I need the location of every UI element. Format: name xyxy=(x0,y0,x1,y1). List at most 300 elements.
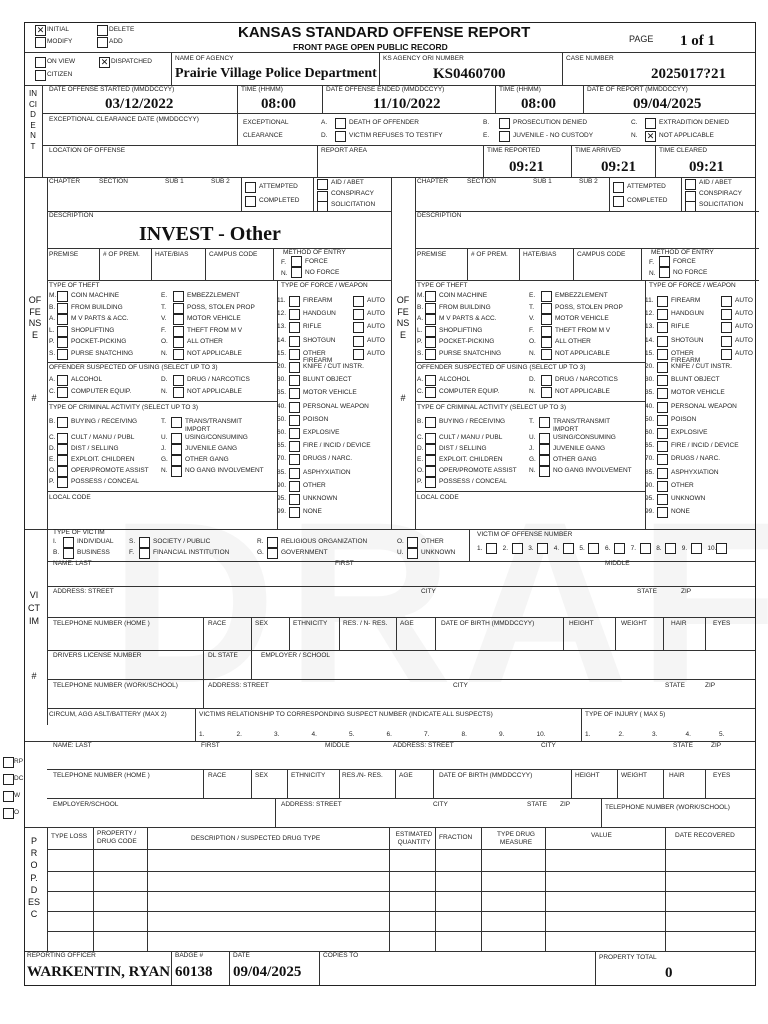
weapon-checkbox-b-12[interactable] xyxy=(657,454,668,465)
victim-offense-num-checkbox-0[interactable] xyxy=(486,543,497,554)
crim2-key-b-1: U. xyxy=(529,434,536,441)
theft2-key-a-0: E. xyxy=(161,292,168,299)
alcohol-key-b: A. xyxy=(417,376,424,383)
date-started-label: DATE OFFENSE STARTED (MMDDCCYY) xyxy=(49,86,175,93)
injury-num-4: 5. xyxy=(719,731,725,738)
computer-key-b: C. xyxy=(417,388,424,395)
victim-eyes-label: EYES xyxy=(713,620,731,627)
offense-description-value: INVEST - Other xyxy=(139,223,281,245)
weapon-key-b-2: 13. xyxy=(645,323,655,331)
theft-checkbox-b-2[interactable] xyxy=(425,314,436,325)
weapon-checkbox-a-9[interactable] xyxy=(289,415,300,426)
completed-label-b: COMPLETED xyxy=(627,197,668,204)
attempted-checkbox-b[interactable] xyxy=(613,182,624,193)
theft2-key-b-1: T. xyxy=(529,303,535,311)
chapter-label-b: CHAPTER xyxy=(417,178,449,185)
date-ended-value: 11/10/2022 xyxy=(373,96,441,112)
force-checkbox-a[interactable] xyxy=(291,256,302,267)
victim-offense-num-checkbox-3[interactable] xyxy=(563,543,574,554)
theft2-checkbox-a-4[interactable] xyxy=(173,337,184,348)
premise-label-b: PREMISE xyxy=(417,251,447,258)
dispatched-label: DISPATCHED xyxy=(111,58,152,65)
aid-abet-checkbox-b[interactable] xyxy=(685,179,696,190)
theft2-checkbox-a-1[interactable] xyxy=(173,303,184,314)
victim-offense-num-checkbox-5[interactable] xyxy=(614,543,625,554)
party-zip-label: ZIP xyxy=(711,742,722,749)
victim-zip-label: ZIP xyxy=(681,588,692,595)
agency-value: Prairie Village Police Department xyxy=(175,66,377,81)
party-phone-home-label: TELEPHONE NUMBER (HOME ) xyxy=(53,772,150,779)
weapon-checkbox-a-1[interactable] xyxy=(289,309,300,320)
theft-checkbox-a-3[interactable] xyxy=(57,326,68,337)
time-reported-value: 09:21 xyxy=(509,159,544,175)
weapon-checkbox-a-12[interactable] xyxy=(289,454,300,465)
report-title: KANSAS STANDARD OFFENSE REPORT xyxy=(238,24,531,41)
victim-middle-label: MIDDLE xyxy=(605,560,630,567)
not-app-checkbox-b[interactable] xyxy=(541,387,552,398)
victim-type-checkbox-4[interactable] xyxy=(267,537,278,548)
weapon-auto-checkbox-b-4[interactable] xyxy=(721,349,732,360)
weapon-key-a-3: 14. xyxy=(277,336,287,344)
dc-checkbox[interactable] xyxy=(3,774,14,785)
victim-phone-work-label: TELEPHONE NUMBER (WORK/SCHOOL) xyxy=(53,682,178,689)
weapon-checkbox-b-13[interactable] xyxy=(657,468,668,479)
victim-offense-num-checkbox-6[interactable] xyxy=(640,543,651,554)
weapon-key-a-7: 35. xyxy=(277,389,287,397)
weapon-key-b-13: 85. xyxy=(645,468,655,476)
weapon-auto-checkbox-b-2[interactable] xyxy=(721,322,732,333)
weapon-checkbox-a-7[interactable] xyxy=(289,388,300,399)
weapon-checkbox-b-5[interactable] xyxy=(657,362,668,373)
party-ethnicity-label: ETHNICITY xyxy=(291,772,326,779)
theft2-checkbox-b-2[interactable] xyxy=(541,314,552,325)
initial-checkbox[interactable] xyxy=(35,25,46,36)
victim-address-label: ADDRESS: STREET xyxy=(53,588,114,595)
alcohol-key-a: A. xyxy=(49,376,56,383)
weapon-auto-label-a-1: AUTO xyxy=(367,310,385,318)
theft-checkbox-b-1[interactable] xyxy=(425,303,436,314)
victim-offense-num-checkbox-7[interactable] xyxy=(665,543,676,554)
weapon-key-b-9: 50. xyxy=(645,415,655,423)
exc-c-checkbox[interactable] xyxy=(645,118,656,129)
weapon-key-b-6: 30. xyxy=(645,376,655,384)
victim-type-checkbox-2[interactable] xyxy=(139,537,150,548)
theft2-key-a-3: F. xyxy=(161,326,167,334)
attempted-checkbox-a[interactable] xyxy=(245,182,256,193)
modify-checkbox[interactable] xyxy=(35,37,46,48)
premise-label-a: PREMISE xyxy=(49,251,79,258)
weapon-checkbox-b-15[interactable] xyxy=(657,494,668,505)
victim-type-checkbox-6[interactable] xyxy=(407,537,418,548)
crim2-label-a-2: JUVENILE GANG xyxy=(185,445,238,452)
location-label: LOCATION OF OFFENSE xyxy=(49,147,126,154)
theft2-key-b-4: O. xyxy=(529,338,536,345)
weapon-checkbox-a-5[interactable] xyxy=(289,362,300,373)
campus-code-label-a: CAMPUS CODE xyxy=(209,251,258,258)
theft2-checkbox-b-5[interactable] xyxy=(541,349,552,360)
suspected-label-a: OFFENDER SUSPECTED OF USING (SELECT UP TO 3) xyxy=(49,364,218,371)
theft2-label-a-1: POSS, STOLEN PROP xyxy=(187,303,255,311)
weapon-checkbox-b-10[interactable] xyxy=(657,428,668,439)
weapon-key-a-13: 85. xyxy=(277,468,287,476)
theft-checkbox-b-3[interactable] xyxy=(425,326,436,337)
weapon-auto-checkbox-a-0[interactable] xyxy=(353,296,364,307)
theft-label-b-2: M V PARTS & ACC. xyxy=(439,315,497,322)
crim-checkbox-a-0[interactable] xyxy=(57,417,68,428)
victim-dl-state-label: DL STATE xyxy=(208,652,238,659)
completed-checkbox-a[interactable] xyxy=(245,196,256,207)
victim-type-label-3: FINANCIAL INSTITUTION xyxy=(153,549,230,556)
victim-type-key-3: F. xyxy=(129,549,135,556)
victim-phone-home-label: TELEPHONE NUMBER (HOME ) xyxy=(53,620,150,627)
crim-checkbox-b-4[interactable] xyxy=(425,466,436,477)
theft-key-a-4: P. xyxy=(49,338,55,345)
weapon-checkbox-a-14[interactable] xyxy=(289,481,300,492)
victim-city2-label: CITY xyxy=(453,682,468,689)
theft2-checkbox-b-1[interactable] xyxy=(541,303,552,314)
weapon-checkbox-b-0[interactable] xyxy=(657,296,668,307)
weapon-checkbox-a-15[interactable] xyxy=(289,494,300,505)
crim-label-a-4: OPER/PROMOTE ASSIST xyxy=(71,467,149,474)
victim-type-checkbox-1[interactable] xyxy=(63,548,74,559)
injury-num-2: 3. xyxy=(652,731,658,738)
dispatched-checkbox[interactable] xyxy=(99,57,110,68)
prop-est-qty-label: ESTIMATED QUANTITY xyxy=(395,831,433,846)
crim2-key-a-1: U. xyxy=(161,434,168,441)
force-checkbox-b[interactable] xyxy=(659,256,670,267)
time-started-value: 08:00 xyxy=(261,96,296,112)
no-force-checkbox-b[interactable] xyxy=(659,267,670,278)
date-report-label: DATE OF REPORT (MMDDCCYY) xyxy=(587,86,688,93)
weapon-label-b-4: OTHER FIREARM xyxy=(671,349,701,364)
crim2-checkbox-a-2[interactable] xyxy=(171,444,182,455)
weapon-label-a-12: DRUGS / NARC. xyxy=(303,455,353,463)
delete-checkbox[interactable] xyxy=(97,25,108,36)
crim-key-a-3: E. xyxy=(49,456,56,463)
theft2-key-b-0: E. xyxy=(529,292,536,299)
weapon-checkbox-a-10[interactable] xyxy=(289,428,300,439)
crim2-checkbox-a-1[interactable] xyxy=(171,433,182,444)
crim2-key-b-0: T. xyxy=(529,418,535,425)
crim-checkbox-a-1[interactable] xyxy=(57,433,68,444)
victim-offense-num-checkbox-8[interactable] xyxy=(691,543,702,554)
conspiracy-label-b: CONSPIRACY xyxy=(699,190,742,197)
victim-type-checkbox-3[interactable] xyxy=(139,548,150,559)
crim2-checkbox-b-2[interactable] xyxy=(539,444,550,455)
theft-checkbox-b-5[interactable] xyxy=(425,349,436,360)
crim-checkbox-a-2[interactable] xyxy=(57,444,68,455)
exc-clearance-date-label: EXCEPTIONAL CLEARANCE DATE (MMDDCCYY) xyxy=(49,116,199,123)
victim-type-checkbox-7[interactable] xyxy=(407,548,418,559)
weapon-checkbox-a-4[interactable] xyxy=(289,349,300,360)
theft2-key-b-5: N. xyxy=(529,349,536,357)
crim2-checkbox-a-0[interactable] xyxy=(171,417,182,428)
crim2-checkbox-b-4[interactable] xyxy=(539,466,550,477)
property-side-label: PROP. DESC xyxy=(28,836,41,920)
victim-race-label: RACE xyxy=(208,620,227,627)
add-checkbox[interactable] xyxy=(97,37,108,48)
victim-type-key-5: G. xyxy=(257,549,264,556)
completed-label-a: COMPLETED xyxy=(259,197,300,204)
victim-type-checkbox-5[interactable] xyxy=(267,548,278,559)
weapon-key-b-11: 65. xyxy=(645,442,655,450)
sub2-label-b: SUB 2 xyxy=(579,178,598,185)
victim-offense-num-label-3: 4. xyxy=(553,545,560,552)
crim-label-b-5: POSSESS / CONCEAL xyxy=(439,478,507,485)
weapon-key-a-0: 11. xyxy=(277,297,286,304)
weapon-key-b-3: 14. xyxy=(645,336,655,344)
theft2-checkbox-a-5[interactable] xyxy=(173,349,184,360)
exc-e-checkbox[interactable] xyxy=(499,131,510,142)
exc-n-key: N. xyxy=(631,132,638,139)
victim-offense-num-label-2: 3. xyxy=(528,545,534,552)
solicitation-label-a: SOLICITATION xyxy=(331,201,376,208)
theft-key-b-4: P. xyxy=(417,338,423,345)
injury-num-0: 1. xyxy=(585,731,591,738)
crim-checkbox-a-5[interactable] xyxy=(57,477,68,488)
crim2-checkbox-a-3[interactable] xyxy=(171,455,182,466)
theft2-key-a-5: N. xyxy=(161,349,168,357)
weapon-label-a-6: BLUNT OBJECT xyxy=(303,376,352,384)
crim-key-b-5: P. xyxy=(417,478,423,485)
crim-key-b-4: O. xyxy=(417,467,424,474)
weapon-auto-checkbox-a-1[interactable] xyxy=(353,309,364,320)
theft-checkbox-b-0[interactable] xyxy=(425,291,436,302)
force-weapon-label-a: TYPE OF FORCE / WEAPON xyxy=(281,282,368,289)
case-value: 2025017?21 xyxy=(651,66,726,82)
theft2-checkbox-a-3[interactable] xyxy=(173,326,184,337)
victim-side-label: VICTIM xyxy=(28,590,40,626)
on-view-checkbox[interactable] xyxy=(35,57,46,68)
victim-offense-num-checkbox-9[interactable] xyxy=(716,543,727,554)
crim-checkbox-b-2[interactable] xyxy=(425,444,436,455)
weapon-auto-label-a-0: AUTO xyxy=(367,297,385,304)
crim-checkbox-a-3[interactable] xyxy=(57,455,68,466)
weapon-checkbox-b-8[interactable] xyxy=(657,402,668,413)
drugs-checkbox-b[interactable] xyxy=(541,375,552,386)
weapon-label-b-6: BLUNT OBJECT xyxy=(671,376,720,384)
crim2-checkbox-b-0[interactable] xyxy=(539,417,550,428)
computer-checkbox-b[interactable] xyxy=(425,387,436,398)
weapon-checkbox-a-13[interactable] xyxy=(289,468,300,479)
crim-key-b-3: E. xyxy=(417,456,424,463)
weapon-key-a-16: 99. xyxy=(277,508,287,516)
weapon-checkbox-b-4[interactable] xyxy=(657,349,668,360)
no-force-label-a: NO FORCE xyxy=(305,269,340,276)
weapon-auto-label-a-4: AUTO xyxy=(367,349,385,357)
weapon-key-b-1: 12. xyxy=(645,310,655,318)
weapon-label-b-11: FIRE / INCID / DEVICE xyxy=(671,442,739,450)
weapon-checkbox-a-0[interactable] xyxy=(289,296,300,307)
weapon-label-a-11: FIRE / INCID / DEVICE xyxy=(303,442,371,450)
property-total-value: 0 xyxy=(665,965,673,981)
weapon-checkbox-b-3[interactable] xyxy=(657,336,668,347)
theft-checkbox-b-4[interactable] xyxy=(425,337,436,348)
not-app-label-b: NOT APPLICABLE xyxy=(555,388,610,395)
crim-label-b-4: OPER/PROMOTE ASSIST xyxy=(439,467,517,474)
exc-b-checkbox[interactable] xyxy=(499,118,510,129)
report-area-label: REPORT AREA xyxy=(321,147,367,154)
page-value: 1 of 1 xyxy=(680,33,715,49)
injury-num-1: 2. xyxy=(618,731,624,738)
alcohol-checkbox-a[interactable] xyxy=(57,375,68,386)
weapon-checkbox-a-11[interactable] xyxy=(289,441,300,452)
theft2-label-a-0: EMBEZZLEMENT xyxy=(187,292,240,299)
alcohol-label-b: ALCOHOL xyxy=(439,376,471,383)
drugs-checkbox-a[interactable] xyxy=(173,375,184,386)
theft2-checkbox-a-0[interactable] xyxy=(173,291,184,302)
exc-c-label: EXTRADITION DENIED xyxy=(659,119,730,126)
hate-bias-label-a: HATE/BIAS xyxy=(155,251,189,258)
completed-checkbox-b[interactable] xyxy=(613,196,624,207)
crim-checkbox-b-5[interactable] xyxy=(425,477,436,488)
victim-type-checkbox-0[interactable] xyxy=(63,537,74,548)
no-force-label-b: NO FORCE xyxy=(673,269,708,276)
weapon-checkbox-a-6[interactable] xyxy=(289,375,300,386)
sub2-label-a: SUB 2 xyxy=(211,178,230,185)
badge-value: 60138 xyxy=(175,964,213,980)
rp-checkbox[interactable] xyxy=(3,757,14,768)
victim-offense-num-checkbox-2[interactable] xyxy=(537,543,548,554)
crim-checkbox-b-0[interactable] xyxy=(425,417,436,428)
crim-checkbox-a-4[interactable] xyxy=(57,466,68,477)
add-label: ADD xyxy=(109,38,123,45)
prop-drug-code-label: PROPERTY / DRUG CODE xyxy=(97,830,137,845)
weapon-checkbox-b-16[interactable] xyxy=(657,507,668,518)
weapon-key-a-9: 50. xyxy=(277,415,287,423)
weapon-checkbox-b-7[interactable] xyxy=(657,388,668,399)
computer-checkbox-a[interactable] xyxy=(57,387,68,398)
weapon-auto-checkbox-a-2[interactable] xyxy=(353,322,364,333)
modify-label: MODIFY xyxy=(47,38,73,45)
weapon-checkbox-a-8[interactable] xyxy=(289,402,300,413)
crim-key-a-0: B. xyxy=(49,418,56,425)
weapon-checkbox-b-9[interactable] xyxy=(657,415,668,426)
weapon-checkbox-b-1[interactable] xyxy=(657,309,668,320)
theft2-checkbox-b-3[interactable] xyxy=(541,326,552,337)
dc-label: DC xyxy=(14,775,24,782)
exc-d-checkbox[interactable] xyxy=(335,131,346,142)
theft2-label-a-3: THEFT FROM M V xyxy=(187,326,243,334)
theft-checkbox-a-4[interactable] xyxy=(57,337,68,348)
party-state-label: STATE xyxy=(673,742,693,749)
crim-checkbox-b-3[interactable] xyxy=(425,455,436,466)
no-force-checkbox-a[interactable] xyxy=(291,267,302,278)
victim-offense-num-checkbox-1[interactable] xyxy=(512,543,523,554)
theft-checkbox-a-2[interactable] xyxy=(57,314,68,325)
exc-a-label: DEATH OF OFFENDER xyxy=(349,119,419,126)
weapon-label-a-4: OTHER FIREARM xyxy=(303,349,333,364)
chapter-label-a: CHAPTER xyxy=(49,178,81,185)
time-started-label: TIME (HHMM) xyxy=(241,86,283,93)
alcohol-checkbox-b[interactable] xyxy=(425,375,436,386)
weapon-auto-checkbox-a-4[interactable] xyxy=(353,349,364,360)
time-cleared-value: 09:21 xyxy=(689,159,724,175)
theft2-key-b-3: F. xyxy=(529,326,535,334)
prop-drug-measure-label: TYPE DRUG MEASURE xyxy=(497,831,535,846)
weapon-checkbox-b-2[interactable] xyxy=(657,322,668,333)
victim-hair-label: HAIR xyxy=(671,620,687,627)
theft-key-a-5: S. xyxy=(49,349,56,357)
crim2-key-a-2: J. xyxy=(161,445,167,452)
drugs-key-b: D. xyxy=(529,376,536,383)
relationship-num-2: 3. xyxy=(274,731,280,738)
weapon-auto-checkbox-a-3[interactable] xyxy=(353,336,364,347)
drugs-label-a: DRUG / NARCOTICS xyxy=(187,376,250,383)
victim-offense-num-checkbox-4[interactable] xyxy=(588,543,599,554)
weapon-auto-checkbox-b-0[interactable] xyxy=(721,296,732,307)
citizen-checkbox[interactable] xyxy=(35,70,46,81)
crim2-label-a-0: TRANS/TRANSMIT IMPORT xyxy=(185,418,242,433)
agency-label: NAME OF AGENCY xyxy=(175,55,234,62)
weapon-checkbox-b-14[interactable] xyxy=(657,481,668,492)
weapon-label-b-12: DRUGS / NARC. xyxy=(671,455,721,463)
weapon-auto-checkbox-b-1[interactable] xyxy=(721,309,732,320)
exc-a-checkbox[interactable] xyxy=(335,118,346,129)
prop-value-label: VALUE xyxy=(591,832,612,839)
weapon-label-b-7: MOTOR VEHICLE xyxy=(671,389,725,397)
weapon-checkbox-a-3[interactable] xyxy=(289,336,300,347)
theft-label-a-0: COIN MACHINE xyxy=(71,292,120,299)
theft2-checkbox-b-0[interactable] xyxy=(541,291,552,302)
method-entry-label-b: METHOD OF ENTRY xyxy=(651,249,714,256)
theft-checkbox-a-0[interactable] xyxy=(57,291,68,302)
victim-type-label-5: GOVERNMENT xyxy=(281,549,328,556)
no-force-key-a: N. xyxy=(281,270,288,277)
weapon-key-a-10: 60. xyxy=(277,429,287,436)
weapon-auto-label-b-1: AUTO xyxy=(735,310,753,318)
party-race-label: RACE xyxy=(208,772,227,779)
campus-code-label-b: CAMPUS CODE xyxy=(577,251,626,258)
crim2-checkbox-a-4[interactable] xyxy=(171,466,182,477)
crim2-checkbox-b-3[interactable] xyxy=(539,455,550,466)
weapon-key-b-7: 35. xyxy=(645,389,655,397)
weapon-label-a-15: UNKNOWN xyxy=(303,495,338,502)
theft-checkbox-a-1[interactable] xyxy=(57,303,68,314)
party-hair-label: HAIR xyxy=(669,772,685,779)
weapon-checkbox-a-16[interactable] xyxy=(289,507,300,518)
weapon-key-b-5: 20. xyxy=(645,363,655,370)
theft-checkbox-a-5[interactable] xyxy=(57,349,68,360)
weapon-checkbox-b-6[interactable] xyxy=(657,375,668,386)
not-app-label-a: NOT APPLICABLE xyxy=(187,388,242,395)
theft2-checkbox-b-4[interactable] xyxy=(541,337,552,348)
crim-checkbox-b-1[interactable] xyxy=(425,433,436,444)
victim-offense-num-label-7: 8. xyxy=(656,545,662,552)
prop-type-loss-label: TYPE LOSS xyxy=(51,833,88,840)
theft2-checkbox-a-2[interactable] xyxy=(173,314,184,325)
w-checkbox[interactable] xyxy=(3,791,14,802)
theft-label-b-4: POCKET-PICKING xyxy=(439,338,495,345)
crim2-checkbox-b-1[interactable] xyxy=(539,433,550,444)
theft2-label-b-5: NOT APPLICABLE xyxy=(555,349,610,357)
exc-n-checkbox[interactable] xyxy=(645,131,656,142)
weapon-label-b-13: ASPHYXIATION xyxy=(671,468,719,476)
o-checkbox[interactable] xyxy=(3,808,14,819)
weapon-checkbox-b-11[interactable] xyxy=(657,441,668,452)
crim2-label-b-2: JUVENILE GANG xyxy=(553,445,606,452)
case-label: CASE NUMBER xyxy=(566,55,614,62)
weapon-checkbox-a-2[interactable] xyxy=(289,322,300,333)
not-app-checkbox-a[interactable] xyxy=(173,387,184,398)
weapon-auto-checkbox-b-3[interactable] xyxy=(721,336,732,347)
weapon-label-a-8: PERSONAL WEAPON xyxy=(303,402,369,410)
aid-abet-checkbox-a[interactable] xyxy=(317,179,328,190)
crim-key-b-2: D. xyxy=(417,445,424,452)
crim2-key-a-0: T. xyxy=(161,418,167,425)
weapon-key-b-12: 70. xyxy=(645,455,655,463)
weapon-label-b-0: FIREARM xyxy=(671,297,701,304)
